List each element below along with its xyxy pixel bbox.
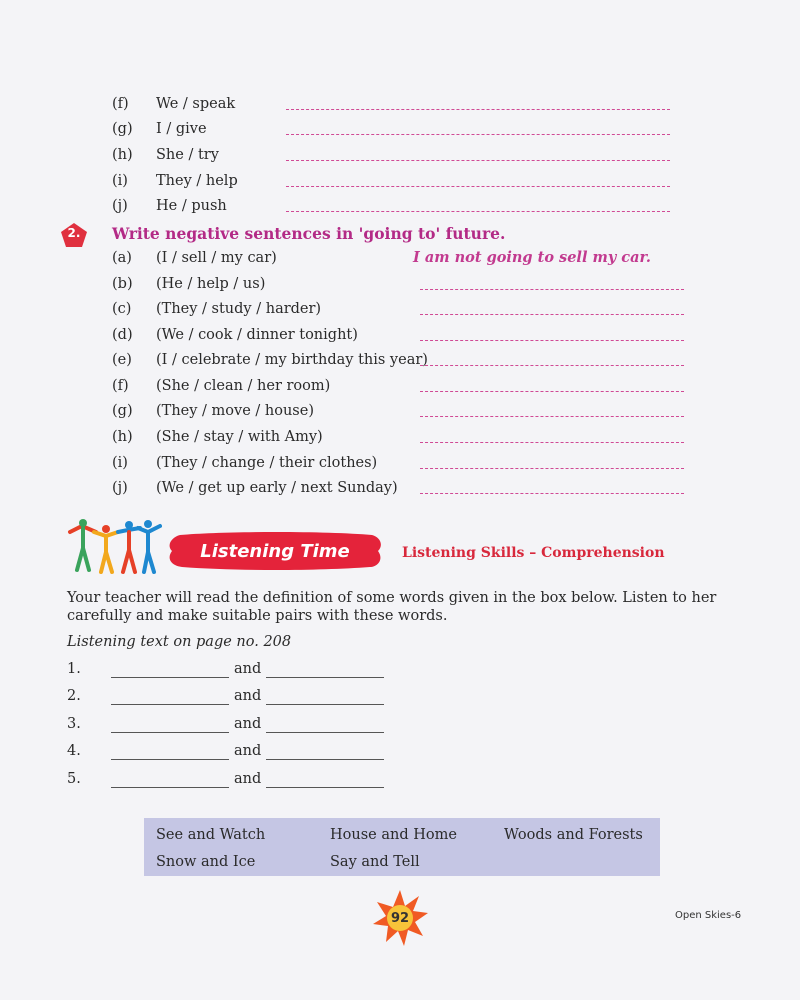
exercise2-row [0,375,800,397]
exercise2-row [0,349,800,371]
page-number: 92 [390,910,410,926]
row-label: (i) [112,173,128,189]
question-number: 2. [67,226,81,240]
row-prompt: (I / celebrate / my birthday this year) [156,352,428,368]
row-prompt: (They / change / their clothes) [156,455,378,471]
row-label: (j) [112,198,128,214]
row-prompt: He / push [156,198,227,214]
row-label: (g) [112,403,133,419]
exercise1-row [0,93,800,115]
row-label: (i) [112,455,128,471]
exercise2-title: Write negative sentences in 'going to' future. [112,224,506,243]
pair-number: 4. [67,743,81,759]
row-prompt: (She / clean / her room) [156,378,331,394]
listening-subtitle: Listening Skills – Comprehension [402,545,665,561]
row-prompt: (We / get up early / next Sunday) [156,480,398,496]
row-label: (c) [112,301,132,317]
exercise2-row [0,324,800,346]
row-prompt: I / give [156,121,207,137]
book-title: Open Skies-6 [675,910,742,921]
answer-line[interactable] [286,211,670,212]
pair-blank-2[interactable] [266,704,384,705]
answer-line[interactable] [420,468,684,469]
answer-line[interactable] [420,391,684,392]
pair-blank-1[interactable] [111,704,229,705]
exercise2-row [0,452,800,474]
answer-line[interactable] [420,314,684,315]
row-prompt: They / help [156,173,238,189]
example-answer: I am not going to sell my car. [413,249,651,266]
exercise2-row [0,400,800,422]
answer-line[interactable] [286,134,670,135]
row-label: (g) [112,121,133,137]
answer-line[interactable] [286,186,670,187]
pair-number: 2. [67,688,81,704]
exercise1-row [0,195,800,217]
answer-line[interactable] [420,289,684,290]
word-pair: Say and Tell [330,854,420,870]
row-prompt: (He / help / us) [156,276,266,292]
listening-reference: Listening text on page no. 208 [67,634,292,650]
pair-connector: and [234,661,262,677]
answer-line[interactable] [286,160,670,161]
pair-blank-2[interactable] [266,677,384,678]
exercise2-row [0,477,800,499]
row-prompt: She / try [156,147,219,163]
word-pair: Woods and Forests [504,827,643,843]
answer-line[interactable] [420,340,684,341]
row-prompt: (She / stay / with Amy) [156,429,323,445]
answer-line[interactable] [420,442,684,443]
row-prompt: We / speak [156,96,236,112]
row-label: (d) [112,327,133,343]
pair-number: 3. [67,716,81,732]
pair-connector: and [234,716,262,732]
listening-time-title: Listening Time [200,540,350,562]
pair-blank-2[interactable] [266,759,384,760]
pair-blank-1[interactable] [111,759,229,760]
answer-line[interactable] [420,493,684,494]
pair-number: 5. [67,771,81,787]
word-pair: House and Home [330,827,457,843]
row-label: (e) [112,352,132,368]
pair-connector: and [234,688,262,704]
pair-connector: and [234,771,262,787]
row-prompt: (We / cook / dinner tonight) [156,327,358,343]
listening-instructions: Your teacher will read the definition of some words given in the box below. Listen to her carefully and make suitable pairs with these words. [67,590,717,624]
row-label: (f) [112,378,129,394]
pair-blank-2[interactable] [266,732,384,733]
pair-connector: and [234,743,262,759]
exercise1-row [0,170,800,192]
word-pair: Snow and Ice [156,854,256,870]
row-label: (h) [112,147,133,163]
pair-blank-2[interactable] [266,787,384,788]
pair-blank-1[interactable] [111,787,229,788]
answer-line[interactable] [420,416,684,417]
exercise1-row [0,118,800,140]
exercise2-row [0,298,800,320]
exercise2-row [0,426,800,448]
pair-number: 1. [67,661,81,677]
row-label: (h) [112,429,133,445]
row-prompt: (I / sell / my car) [156,250,277,266]
word-pair: See and Watch [156,827,266,843]
exercise1-row [0,144,800,166]
pair-blank-1[interactable] [111,732,229,733]
answer-line[interactable] [420,365,684,366]
exercise2-row [0,247,800,269]
row-label: (a) [112,250,132,266]
children-holding-hands-icon [66,518,162,574]
row-label: (f) [112,96,129,112]
row-prompt: (They / move / house) [156,403,314,419]
answer-line[interactable] [286,109,670,110]
row-label: (j) [112,480,128,496]
row-prompt: (They / study / harder) [156,301,322,317]
pair-blank-1[interactable] [111,677,229,678]
row-label: (b) [112,276,133,292]
exercise2-row [0,273,800,295]
